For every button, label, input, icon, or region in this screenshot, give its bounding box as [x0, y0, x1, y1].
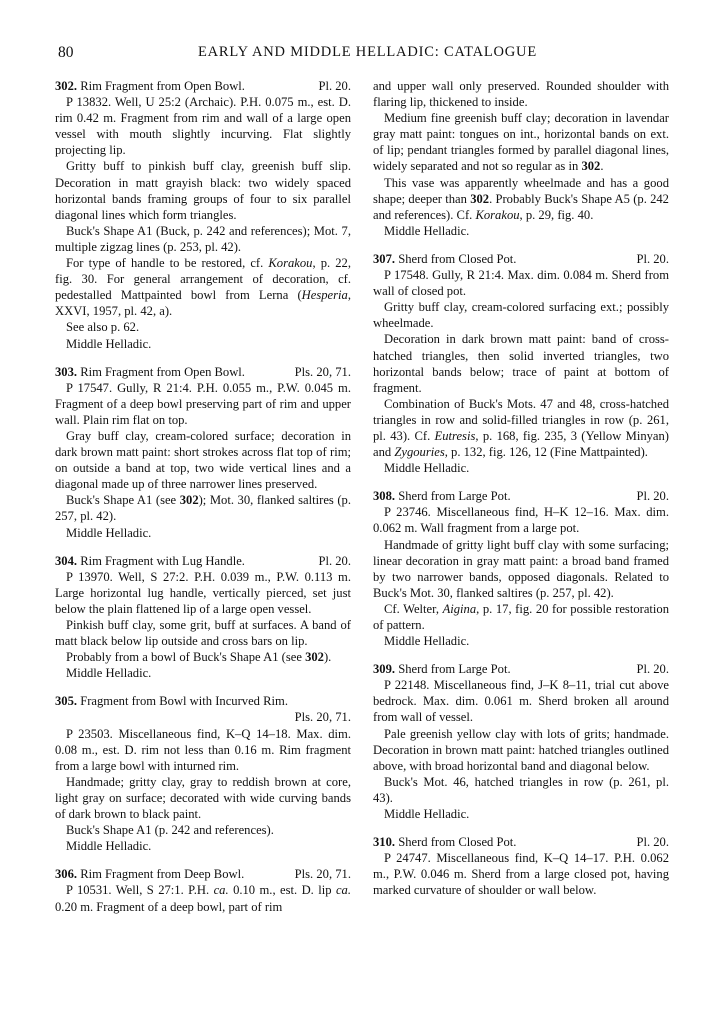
- plate-ref: Pl. 20.: [636, 835, 669, 850]
- plate-ref: Pl. 20.: [318, 553, 351, 568]
- left-column: [55, 78, 351, 927]
- catalogue-entry-306: 306. Rim Fragment from Deep Bowl. Pls. 20, 71. P 10531. Well, S 27:1. P.H. ca. 0.10 m., est. D. lip ca. 0.20 m. Fragment of a deep bowl, part of rim: [55, 867, 351, 914]
- catalogue-entry-305: 305. Fragment from Bowl with Incurved Rim. Pls. 20, 71. P 23503. Miscellaneous find, K–Q 14–18. Max. dim. 0.08 m., est. D. rim not less than 0.16 m. Rim fragment from a large bowl with inturned rim. Handmade; gritty clay, gray to reddish brown at core, light gray on surface; decorated with wide curving bands of dark brown to black paint. Buck's Shape A1 (p. 242 and references). Middle Helladic.: [55, 694, 351, 854]
- plate-ref: Pls. 20, 71.: [294, 710, 351, 725]
- catalogue-entry-306-continued: and upper wall only preserved. Rounded shoulder with flaring lip, thickened to inside. Medium fine greenish buff clay; decoration in lavendar gray matt paint: tongues on int., horizontal bands on ext. of lip; pendant triangles formed by parallel diagonal lines, widely separated and not so regular as in 302. This vase was apparently wheelmade and has a good shape; deeper than 302. Probably Buck's Shape A5 (p. 242 and references). Cf. Korakou, p. 29, fig. 40. Middle Helladic.: [373, 79, 669, 238]
- running-title: EARLY AND MIDDLE HELLADIC: CATALOGUE: [198, 44, 537, 60]
- catalogue-entry-309: 309. Sherd from Large Pot. Pl. 20. P 22148. Miscellaneous find, J–K 8–11, trial cut above bedrock. Max. dim. 0.061 m. Sherd broken all around from wall of vessel. Pale greenish yellow clay with lots of grits; handmade. Decoration in brown matt paint: hatched triangles outlined above, with broad horizontal band and diagonal below. Buck's Mot. 46, hatched triangles in row (p. 261, pl. 43). Middle Helladic.: [373, 662, 669, 822]
- catalogue-entry-308: 308. Sherd from Large Pot. Pl. 20. P 23746. Miscellaneous find, H–K 12–16. Max. dim. 0.062 m. Wall fragment from a large pot. Handmade of gritty light buff clay with some surfacing; linear decoration in gray matt paint: a broad band framed by two narrower bands, opposed diagonals. Related to Buck's Mot. 30, flanked saltires (p. 257, pl. 42). Cf. Welter, Aigina, p. 17, fig. 20 for possible restoration of pattern. Middle Helladic.: [373, 489, 669, 649]
- right-column: [373, 78, 669, 911]
- plate-ref: Pl. 20.: [636, 662, 669, 677]
- page-number: 80: [58, 44, 74, 61]
- plate-ref: Pls. 20, 71.: [294, 867, 351, 882]
- plate-ref: Pl. 20.: [318, 79, 351, 93]
- catalogue-entry-303: 303. Rim Fragment from Open Bowl. Pls. 20, 71. P 17547. Gully, R 21:4. P.H. 0.055 m., P.W. 0.045 m. Fragment of a deep bowl preserving part of rim and upper wall. Plain rim flat on top. Gray buff clay, cream-colored surface; decoration in dark brown matt paint: short strokes across flat top of rim; on outside a band at top, two wide vertical lines and a diagonal made up of three narrower lines preserved. Buck's Shape A1 (see 302); Mot. 30, flanked saltires (p. 257, pl. 42). Middle Helladic.: [55, 364, 351, 540]
- plate-ref: Pls. 20, 71.: [294, 364, 351, 379]
- plate-ref: Pl. 20.: [636, 251, 669, 266]
- catalogue-entry-307: 307. Sherd from Closed Pot. Pl. 20. P 17548. Gully, R 21:4. Max. dim. 0.084 m. Sherd from wall of closed pot. Gritty buff clay, cream-colored surfacing ext.; possibly wheelmade. Decoration in dark brown matt paint: band of cross-hatched triangles, then solid inverted triangles, two horizontal bands below; trace of paint at bottom of fragment. Combination of Buck's Mots. 47 and 48, cross-hatched triangles in row and solid-filled triangles in row (p. 261, pl. 43). Cf. Eutresis, p. 168, fig. 235, 3 (Yellow Minyan) and Zygouries, p. 132, fig. 126, 12 (Fine Mattpainted). Middle Helladic.: [373, 251, 669, 476]
- catalogue-entry-302: 302. Rim Fragment from Open Bowl. Pl. 20. P 13832. Well, U 25:2 (Archaic). P.H. 0.075 m., est. D. rim 0.42 m. Fragment from rim and wall of a large open vessel with mouth slightly incurving. Flat slightly projecting lip. Gritty buff to pinkish buff clay, greenish buff slip. Decoration in matt grayish black: two widely spaced horizontal bands framing groups of four to six parallel diagonal lines which form triangles. Buck's Shape A1 (Buck, p. 242 and references); Mot. 7, multiple zigzag lines (p. 253, pl. 42). For type of handle to be restored, cf. Korakou, p. 22, fig. 30. For general arrangement of decoration, cf. pedestalled Mattpainted bowl from Lerna (Hesperia, XXVI, 1957, pl. 42, a). See also p. 62. Middle Helladic.: [55, 79, 351, 351]
- plate-ref: Pl. 20.: [636, 489, 669, 504]
- page-header: [58, 44, 667, 64]
- catalogue-entry-304: 304. Rim Fragment with Lug Handle. Pl. 20. P 13970. Well, S 27:2. P.H. 0.039 m., P.W. 0.113 m. Large horizontal lug handle, vertically pierced, set just below the plain flattened lip of a large open vessel. Pinkish buff clay, some grit, buff at surfaces. A band of matt black below lip outside and cross bars on lip. Probably from a bowl of Buck's Shape A1 (see 302). Middle Helladic.: [55, 553, 351, 681]
- catalogue-entry-310: 310. Sherd from Closed Pot. Pl. 20. P 24747. Miscellaneous find, K–Q 14–17. P.H. 0.062 m., P.W. 0.046 m. Sherd from a large closed pot, having marked curvature of shoulder or wall below.: [373, 835, 669, 898]
